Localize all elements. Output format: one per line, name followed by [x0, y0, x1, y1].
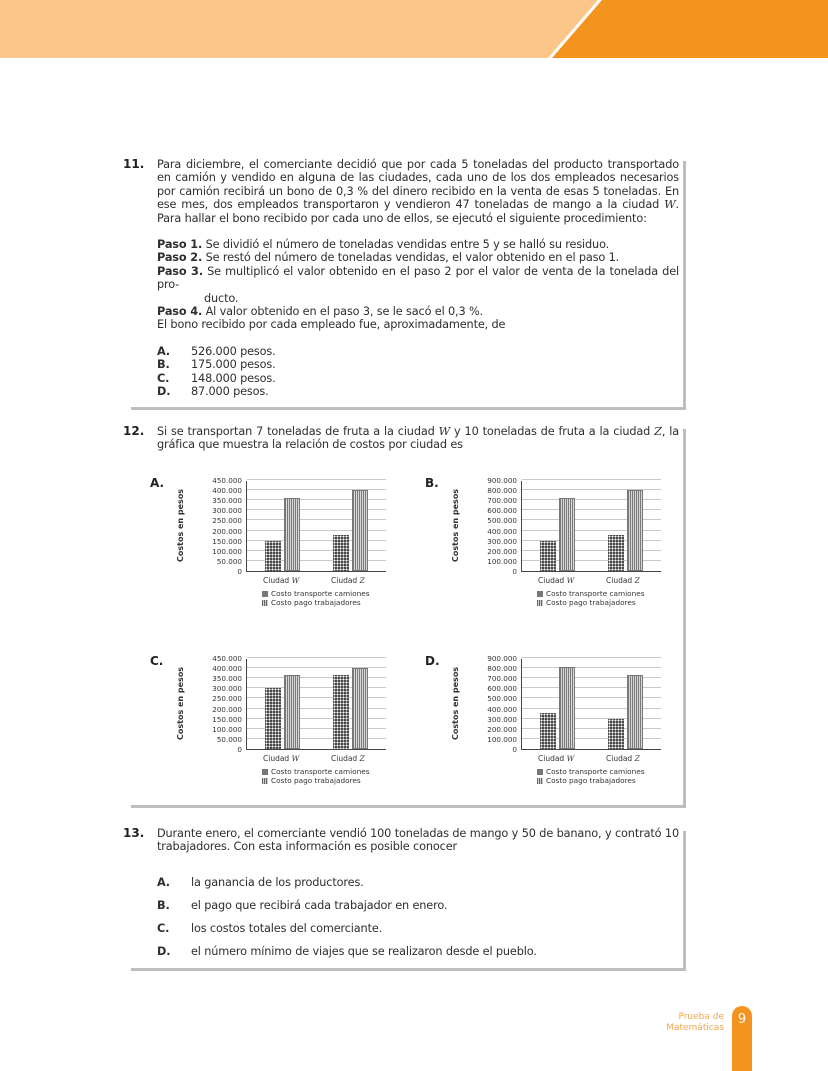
option-a[interactable]: A. 526.000 pesos.	[157, 345, 276, 358]
plot-area	[521, 659, 661, 750]
y-tick: 300.000	[487, 714, 517, 724]
y-tick: 100.000	[212, 724, 242, 734]
x-label-z: Ciudad Z	[606, 576, 640, 585]
pattern-stripes-icon	[262, 600, 268, 606]
plot-area	[246, 659, 386, 750]
bar-transport-1	[608, 535, 624, 571]
question-number: 12.	[123, 424, 145, 438]
footer-label: Prueba de Matemáticas	[666, 1012, 724, 1033]
y-tick: 0	[237, 567, 242, 576]
option-a[interactable]: A. la ganancia de los productores.	[157, 876, 364, 889]
chart-legend	[262, 767, 370, 785]
legend-transport: Costo transporte camiones	[262, 589, 370, 598]
question-prompt: El bono recibido por cada empleado fue, aproximadamente, de	[157, 318, 506, 331]
bar-workers-1	[352, 490, 368, 571]
plot-area	[521, 481, 661, 572]
question-stem: Para diciembre, el comerciante decidió que por cada 5 toneladas del producto transportado en camión y vendido en alguna de las ciudades, cada uno de los dos empleados necesarios por camión recibirá un bono de 0,3 % del dinero recibido en la venta de esas 5 toneladas. En ese mes, dos empleados transportaron y vendieron 47 toneladas de mango a la ciudad W. Para hallar el bono recibido por cada uno de ellos, se ejecutó el siguiente procedimiento:	[157, 158, 679, 225]
y-tick: 500.000	[487, 516, 517, 526]
header-band	[0, 0, 828, 58]
y-tick: 100.000	[212, 546, 242, 556]
y-tick: 400.000	[212, 664, 242, 674]
bar-transport-1	[333, 675, 349, 749]
pattern-dots-icon	[262, 769, 268, 775]
pattern-stripes-icon	[262, 778, 268, 784]
bar-workers-0	[559, 667, 575, 749]
chart-option-c[interactable]	[150, 650, 390, 795]
y-tick: 600.000	[487, 506, 517, 516]
x-label-w: Ciudad W	[263, 754, 300, 763]
y-tick: 400.000	[487, 704, 517, 714]
question-number: 13.	[123, 826, 145, 840]
y-tick: 700.000	[487, 674, 517, 684]
x-label-z: Ciudad Z	[331, 754, 365, 763]
y-tick: 350.000	[212, 674, 242, 684]
step-3-continuation: ducto.	[204, 291, 239, 305]
legend-workers: Costo pago trabajadores	[262, 598, 370, 607]
page-number: 9	[737, 1012, 747, 1027]
pattern-dots-icon	[262, 591, 268, 597]
legend-transport: Costo transporte camiones	[262, 767, 370, 776]
option-b[interactable]: B. el pago que recibirá cada trabajador en enero.	[157, 898, 448, 912]
plot-area	[246, 481, 386, 572]
bar-workers-0	[284, 675, 300, 749]
bar-transport-0	[540, 713, 556, 749]
legend-workers: Costo pago trabajadores	[262, 776, 370, 785]
y-tick: 150.000	[212, 536, 242, 546]
y-tick: 900.000	[487, 654, 517, 663]
bar-transport-0	[540, 541, 556, 571]
y-tick: 500.000	[487, 694, 517, 704]
frame-border	[683, 429, 686, 808]
option-c[interactable]: C. 148.000 pesos.	[157, 371, 276, 385]
y-tick: 450.000	[212, 476, 242, 485]
pattern-dots-icon	[537, 769, 543, 775]
question-11	[123, 157, 686, 410]
y-tick: 200.000	[487, 724, 517, 734]
question-number: 11.	[123, 157, 145, 171]
y-tick: 400.000	[487, 526, 517, 536]
y-tick: 100.000	[487, 734, 517, 744]
frame-border	[131, 805, 686, 808]
option-letter: D.	[425, 654, 440, 668]
y-tick: 300.000	[487, 536, 517, 546]
legend-transport: Costo transporte camiones	[537, 767, 645, 776]
legend-workers: Costo pago trabajadores	[537, 776, 645, 785]
y-tick: 900.000	[487, 476, 517, 485]
y-tick: 200.000	[212, 526, 242, 536]
frame-border	[131, 968, 686, 971]
header-accent-shape	[0, 0, 828, 58]
pattern-dots-icon	[537, 591, 543, 597]
chart-option-d[interactable]	[425, 650, 665, 795]
gridline	[522, 657, 661, 658]
frame-border	[131, 407, 686, 410]
y-tick: 800.000	[487, 486, 517, 496]
y-tick: 0	[512, 745, 517, 754]
y-axis-label: Costos en pesos	[451, 488, 460, 562]
chart-legend	[537, 589, 645, 607]
y-tick: 300.000	[212, 684, 242, 694]
option-b[interactable]: B. 175.000 pesos.	[157, 358, 276, 372]
gridline	[247, 479, 386, 480]
y-tick: 450.000	[212, 654, 242, 663]
y-tick: 150.000	[212, 714, 242, 724]
chart-option-a[interactable]	[150, 472, 390, 617]
y-tick: 50.000	[216, 556, 242, 566]
y-axis-label: Costos en pesos	[451, 666, 460, 740]
bar-workers-1	[627, 675, 643, 749]
x-label-z: Ciudad Z	[331, 576, 365, 585]
chart-legend	[262, 589, 370, 607]
option-c[interactable]: C. los costos totales del comerciante.	[157, 921, 383, 935]
y-tick: 800.000	[487, 664, 517, 674]
frame-border	[683, 831, 686, 971]
pattern-stripes-icon	[537, 778, 543, 784]
question-13	[123, 826, 686, 971]
question-stem: Si se transportan 7 toneladas de fruta a la ciudad W y 10 toneladas de fruta a la ciudad Z, la gráfica que muestra la relación de costos por ciudad es	[157, 425, 679, 452]
option-letter: A.	[150, 476, 165, 490]
y-axis-label: Costos en pesos	[176, 488, 185, 562]
chart-legend	[537, 767, 645, 785]
gridline	[522, 479, 661, 480]
bar-workers-1	[627, 490, 643, 571]
bar-transport-1	[333, 535, 349, 571]
answer-options	[157, 876, 679, 958]
x-label-w: Ciudad W	[263, 576, 300, 585]
legend-transport: Costo transporte camiones	[537, 589, 645, 598]
x-label-w: Ciudad W	[538, 754, 575, 763]
step-3: Paso 3. Se multiplicó el valor obtenido en el paso 2 por el valor de venta de la tonelada del pro-	[157, 264, 679, 292]
y-tick: 0	[237, 745, 242, 754]
bar-workers-0	[559, 498, 575, 571]
y-tick: 400.000	[212, 486, 242, 496]
bar-transport-1	[608, 719, 624, 749]
y-tick: 200.000	[212, 704, 242, 714]
y-tick: 250.000	[212, 516, 242, 526]
y-tick: 100.000	[487, 556, 517, 566]
answer-options	[157, 345, 679, 399]
step-2: Paso 2. Se restó del número de toneladas vendidas, el valor obtenido en el paso 1.	[157, 251, 620, 265]
gridline	[522, 667, 661, 668]
bar-workers-1	[352, 668, 368, 749]
pattern-stripes-icon	[537, 600, 543, 606]
procedure-steps	[157, 238, 679, 318]
y-tick: 50.000	[216, 734, 242, 744]
y-tick: 700.000	[487, 496, 517, 506]
y-tick: 350.000	[212, 496, 242, 506]
y-tick: 300.000	[212, 506, 242, 516]
step-4: Paso 4. Al valor obtenido en el paso 3, se le sacó el 0,3 %.	[157, 305, 483, 319]
chart-option-b[interactable]	[425, 472, 665, 617]
bar-workers-0	[284, 498, 300, 571]
option-d[interactable]: D. el número mínimo de viajes que se realizaron desde el pueblo.	[157, 944, 537, 958]
y-tick: 0	[512, 567, 517, 576]
step-1: Paso 1. Se dividió el número de toneladas vendidas entre 5 y se halló su residuo.	[157, 238, 610, 251]
bar-transport-0	[265, 688, 281, 749]
question-stem: Durante enero, el comerciante vendió 100 toneladas de mango y 50 de banano, y contrató 10 trabajadores. Con esta información es posible conocer	[157, 827, 679, 854]
y-tick: 600.000	[487, 684, 517, 694]
x-label-z: Ciudad Z	[606, 754, 640, 763]
y-tick: 250.000	[212, 694, 242, 704]
bar-transport-0	[265, 541, 281, 571]
option-letter: B.	[425, 476, 439, 490]
frame-border	[683, 161, 686, 410]
page-number-tab	[732, 1006, 752, 1071]
option-letter: C.	[150, 654, 164, 668]
option-d[interactable]: D. 87.000 pesos.	[157, 385, 269, 399]
legend-workers: Costo pago trabajadores	[537, 598, 645, 607]
y-tick: 200.000	[487, 546, 517, 556]
gridline	[247, 657, 386, 658]
x-label-w: Ciudad W	[538, 576, 575, 585]
y-axis-label: Costos en pesos	[176, 666, 185, 740]
